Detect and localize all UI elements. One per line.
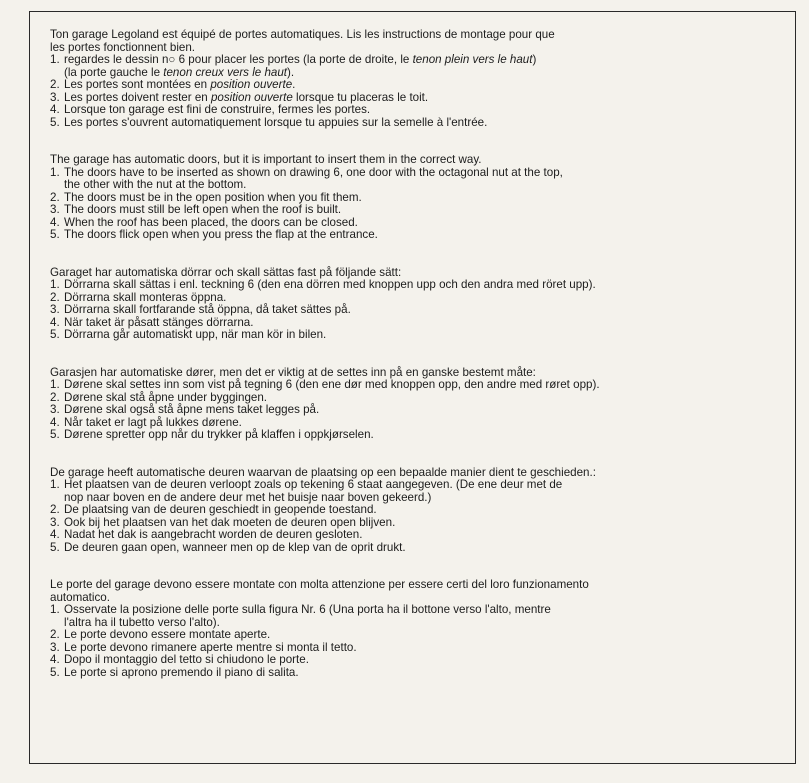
item-text: Dørene skal også stå åpne mens taket legges på.	[64, 403, 320, 416]
item-text: The doors must be in the open position when you fit them.	[64, 190, 362, 204]
item-number: 2.	[50, 78, 60, 91]
section-intro: Garasjen har automatiske dører, men det er viktig at de settes inn på en ganske bestemt måte:	[50, 365, 536, 379]
section-fr	[50, 29, 780, 129]
section-no	[50, 367, 780, 442]
instructions-text	[50, 29, 780, 679]
item-text: Dopo il montaggio del tetto si chiudono le porte.	[64, 653, 309, 666]
item-number: 4.	[50, 315, 60, 329]
item-text: Osservate la posizione delle porte sulla figura Nr. 6 (Una porta ha il bottone verso l'alto, mentre l'altra ha il tubetto verso l'alto).	[64, 603, 551, 629]
section-intro: The garage has automatic doors, but it is important to insert them in the correct way.	[50, 153, 482, 166]
section-intro: Garaget har automatiska dörrar och skall sättas fast på följande sätt:	[50, 265, 402, 279]
item-text: regardes le dessin n○ 6 pour placer les portes (la porte de droite, le	[64, 53, 413, 66]
instruction-list	[50, 604, 780, 679]
item-number: 1.	[50, 278, 60, 291]
instruction-item	[50, 604, 780, 629]
instruction-item	[50, 542, 780, 555]
section-it	[50, 579, 780, 679]
item-text: Dørene spretter opp når du trykker på klaffen i oppkjørselen.	[64, 428, 374, 441]
item-text-italic: position ouverte	[210, 78, 293, 91]
item-text: The doors must still be left open when the roof is built.	[64, 203, 342, 216]
section-nl	[50, 467, 780, 555]
item-text: Le porte devono rimanere aperte mentre si monta il tetto.	[64, 640, 357, 654]
item-number: 3.	[50, 515, 60, 529]
instruction-list	[50, 479, 780, 554]
item-text: The doors have to be inserted as shown on drawing 6, one door with the octagonal nut at the top, the other with the nut at the bottom.	[64, 165, 563, 191]
item-number: 4.	[50, 528, 60, 541]
section-intro: Ton garage Legoland est équipé de portes automatiques. Lis les instructions de montage pour que les portes fonctionnent bien.	[50, 28, 555, 54]
item-text: Lorsque ton garage est fini de construire, fermes les portes.	[64, 103, 371, 116]
item-text: ) (la porte gauche le	[64, 53, 537, 79]
item-text: Les portes sont montées en	[64, 78, 211, 91]
item-text: Dörrarna skall sättas i enl. teckning 6 (den ena dörren med knoppen upp och den andra med röret upp).	[64, 278, 596, 291]
section-sv	[50, 267, 780, 342]
item-number: 2.	[50, 390, 60, 404]
item-number: 5.	[50, 540, 60, 554]
item-text-italic: tenon creux vers le haut	[163, 65, 288, 79]
item-number: 5.	[50, 665, 60, 679]
item-text: Dörrarna skall fortfarande stå öppna, då taket sättes på.	[64, 303, 351, 316]
item-text: The doors flick open when you press the flap at the entrance.	[64, 228, 378, 241]
item-number: 3.	[50, 203, 60, 216]
section-intro: De garage heeft automatische deuren waarvan de plaatsing op een bepaalde manier dient te geschieden.:	[50, 465, 596, 479]
item-number: 4.	[50, 215, 60, 229]
item-number: 1.	[50, 165, 60, 179]
item-text: Ook bij het plaatsen van het dak moeten de deuren open blijven.	[64, 515, 396, 529]
item-number: 1.	[50, 53, 60, 66]
item-number: 2.	[50, 503, 60, 516]
instruction-list	[50, 379, 780, 442]
item-number: 4.	[50, 415, 60, 429]
item-number: 3.	[50, 640, 60, 654]
item-text-italic: position ouverte	[210, 90, 293, 104]
item-number: 1.	[50, 378, 60, 391]
item-text-italic: tenon plein vers le haut	[412, 53, 533, 66]
item-number: 2.	[50, 290, 60, 304]
item-text: Nadat het dak is aangebracht worden de deuren gesloten.	[64, 528, 363, 541]
item-text: Dörrarna går automatiskt upp, när man kör in bilen.	[64, 328, 327, 341]
item-text: Le porte devono essere montate aperte.	[64, 628, 271, 641]
item-number: 2.	[50, 190, 60, 204]
item-text: De plaatsing van de deuren geschiedt in geopende toestand.	[64, 503, 377, 516]
item-text: Les portes s'ouvrent automatiquement lorsque tu appuies sur la semelle à l'entrée.	[64, 115, 488, 129]
item-text: lorsque tu placeras le toit.	[292, 90, 429, 104]
item-number: 3.	[50, 90, 60, 104]
item-text: De deuren gaan open, wanneer men op de klep van de oprit drukt.	[64, 540, 406, 554]
instruction-list	[50, 54, 780, 129]
item-text: När taket är påsatt stänges dörrarna.	[64, 315, 254, 329]
instruction-list	[50, 279, 780, 342]
section-en	[50, 154, 780, 242]
item-text: .	[292, 78, 296, 91]
item-text: Når taket er lagt på lukkes dørene.	[64, 415, 242, 429]
instruction-item	[50, 229, 780, 242]
item-number: 5.	[50, 428, 60, 441]
item-number: 5.	[50, 228, 60, 241]
instruction-item	[50, 667, 780, 680]
item-text: ).	[287, 65, 295, 79]
instruction-item	[50, 429, 780, 442]
item-number: 5.	[50, 328, 60, 341]
instruction-item	[50, 117, 780, 130]
item-number: 1.	[50, 603, 60, 616]
instruction-list	[50, 167, 780, 242]
item-number: 2.	[50, 628, 60, 641]
instruction-item	[50, 329, 780, 342]
item-text: Dörrarna skall monteras öppna.	[64, 290, 227, 304]
item-number: 4.	[50, 653, 60, 666]
instruction-item	[50, 54, 780, 79]
item-text: Dørene skal settes inn som vist på tegning 6 (den ene dør med knoppen opp, den andre med røret opp).	[64, 378, 600, 391]
item-number: 5.	[50, 115, 60, 129]
item-number: 1.	[50, 478, 60, 491]
item-number: 3.	[50, 403, 60, 416]
instruction-item	[50, 167, 780, 192]
section-intro: Le porte del garage devono essere montate con molta attenzione per essere certi del loro funzionamento automatico.	[50, 578, 589, 604]
item-text: Dørene skal stå åpne under byggingen.	[64, 390, 268, 404]
item-text: Le porte si aprono premendo il piano di salita.	[64, 665, 299, 679]
item-number: 3.	[50, 303, 60, 316]
item-text: Les portes doivent rester en	[64, 90, 211, 104]
item-text: Het plaatsen van de deuren verloopt zoals op tekening 6 staat aangegeven. (De ene deur met de nop naar boven en de andere deur met het buisje naar boven gekeerd.)	[64, 478, 563, 504]
instruction-item	[50, 479, 780, 504]
item-number: 4.	[50, 103, 60, 116]
item-text: When the roof has been placed, the doors can be closed.	[64, 215, 358, 229]
